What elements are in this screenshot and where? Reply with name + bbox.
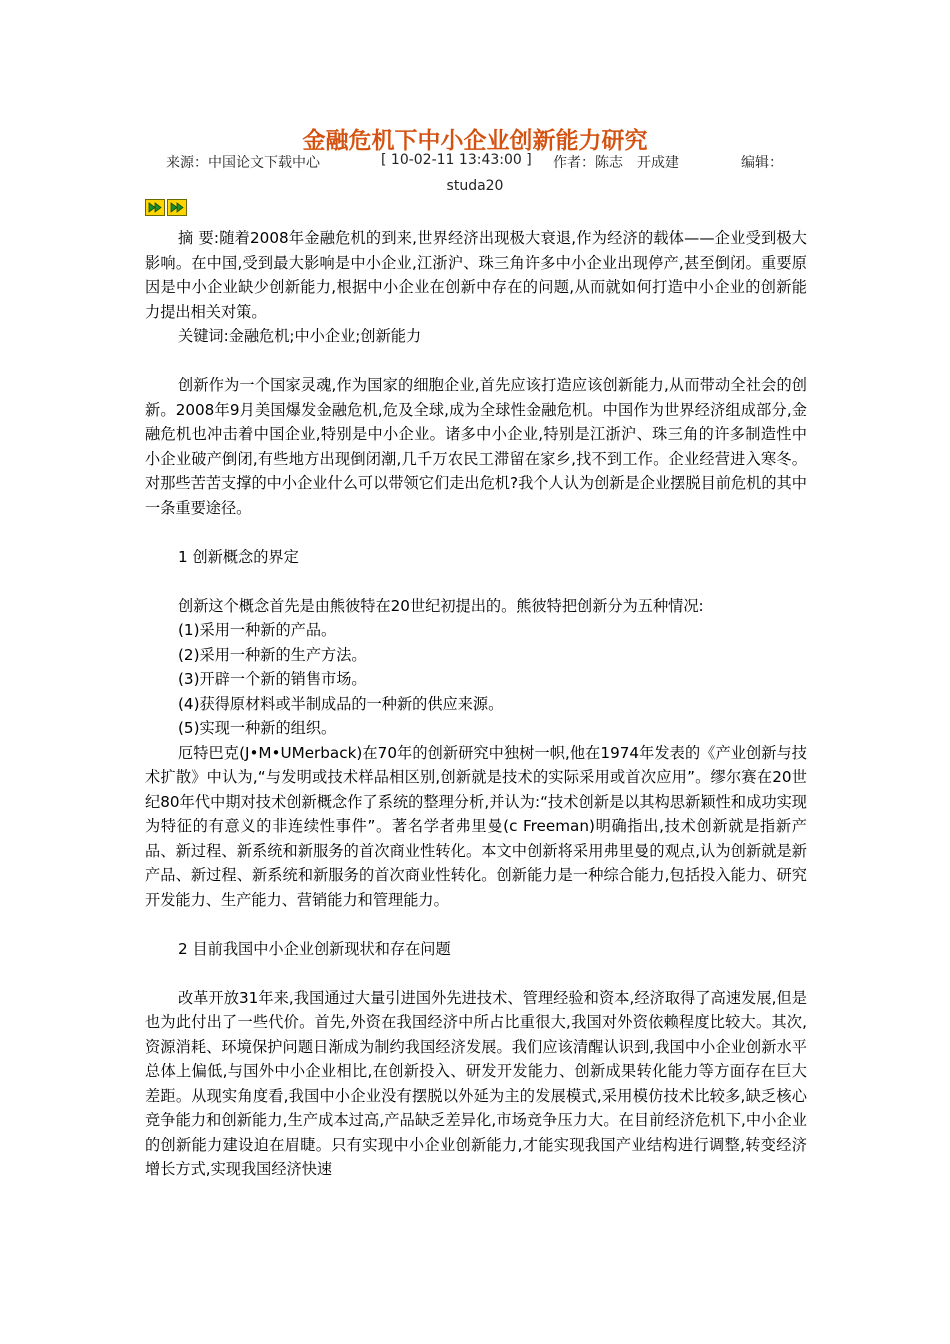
editor-label: 编辑： (741, 155, 783, 171)
green-arrow-icon[interactable] (145, 199, 165, 216)
list-item: (1)采用一种新的产品。 (178, 621, 337, 639)
section-2-paragraph-1: 改革开放31年来,我国通过大量引进国外先进技术、管理经验和资本,经济取得了高速发展,但是也为此付出了一些代价。首先,外资在我国经济中所占比重很大,我国对外资依赖程度比较大。其次,资源消耗、环境保护问题日渐成为制约我国经济发展。我们应该清醒认识到,我国中小企业创新水平总体上偏低,与国外中小企业相比,在创新投入、研发开发能力、创新成果转化能力等方面存在巨大差距。从现实角度看,我国中小企业没有摆脱以外延为主的发展模式,采用模仿技术比较多,缺乏核心竞争能力和创新能力,生产成本过高,产品缺乏差异化,市场竞争压力大。在目前经济危机下,中小企业的创新能力建设迫在眉睫。只有实现中小企业创新能力,才能实现我国产业结构进行调整,转变经济增长方式,实现我国经济快速 (145, 988, 807, 1178)
list-item: (5)实现一种新的组织。 (178, 719, 337, 737)
article-body (145, 226, 807, 1182)
editor-name: studa20 (446, 178, 504, 194)
list-item: (2)采用一种新的生产方法。 (178, 645, 367, 664)
publish-datetime: [ 10-02-11 13:43:00 ] (381, 152, 532, 168)
section-1-paragraph-2: 厄特巴克(J•M•UMerback)在70年的创新研究中独树一帜,他在1974年发表的《产业创新与技术扩散》中认为,“与发明或技术样品相区别,创新就是技术的实际采用或首次应用”。缪尔赛在20世纪80年代中期对技术创新概念作了系统的整理分析,并认为:“技术创新是以其构思新颖性和成功实现为特征的有意义的非连续性事件”。著名学者弗里曼(c Freeman)明确指出,技术创新就是指新产品、新过程、新系统和新服务的首次商业性转化。本文中创新将采用弗里曼的观点,认为创新就是新产品、新过程、新系统和新服务的首次商业性转化。创新能力是一种综合能力,包括投入能力、研究开发能力、生产能力、营销能力和管理能力。 (145, 743, 807, 909)
source-label: 来源：中国论文下载中心 (166, 155, 320, 171)
section-1-heading: 1 创新概念的界定 (178, 547, 299, 566)
article-title: 金融危机下中小企业创新能力研究 (302, 128, 648, 154)
list-item: (4)获得原材料或半制成品的一种新的供应来源。 (178, 694, 504, 713)
section-1-paragraph-1: 创新这个概念首先是由熊彼特在20世纪初提出的。熊彼特把创新分为五种情况: (178, 596, 704, 615)
section-2-heading: 2 目前我国中小企业创新现状和存在问题 (178, 939, 451, 958)
author-label: 作者：陈志 开成建 (553, 155, 679, 171)
keywords-paragraph: 关键词:金融危机;中小企业;创新能力 (178, 327, 422, 345)
abstract-paragraph: 摘 要:随着2008年金融危机的到来,世界经济出现极大衰退,作为经济的载体——企业受到极大影响。在中国,受到最大影响是中小企业,江浙沪、珠三角许多中小企业出现停产,甚至倒闭。重要原因是中小企业缺少创新能力,根据中小企业在创新中存在的问题,从而就如何打造中小企业的创新能力提出相关对策。 (145, 229, 807, 321)
toolbar-icons (145, 199, 189, 217)
list-item: (3)开辟一个新的销售市场。 (178, 670, 367, 688)
green-arrow-icon[interactable] (167, 199, 187, 216)
intro-paragraph: 创新作为一个国家灵魂,作为国家的细胞企业,首先应该打造应该创新能力,从而带动全社会的创新。2008年9月美国爆发金融危机,危及全球,成为全球性金融危机。中国作为世界经济组成部分,金融危机也冲击着中国企业,特别是中小企业。诸多中小企业,特别是江浙沪、珠三角的许多制造性中小企业破产倒闭,有些地方出现倒闭潮,几千万农民工滞留在家乡,找不到工作。企业经营进入寒冬。对那些苦苦支撑的中小企业什么可以带领它们走出危机?我个人认为创新是企业摆脱目前危机的其中一条重要途径。 (145, 376, 807, 517)
